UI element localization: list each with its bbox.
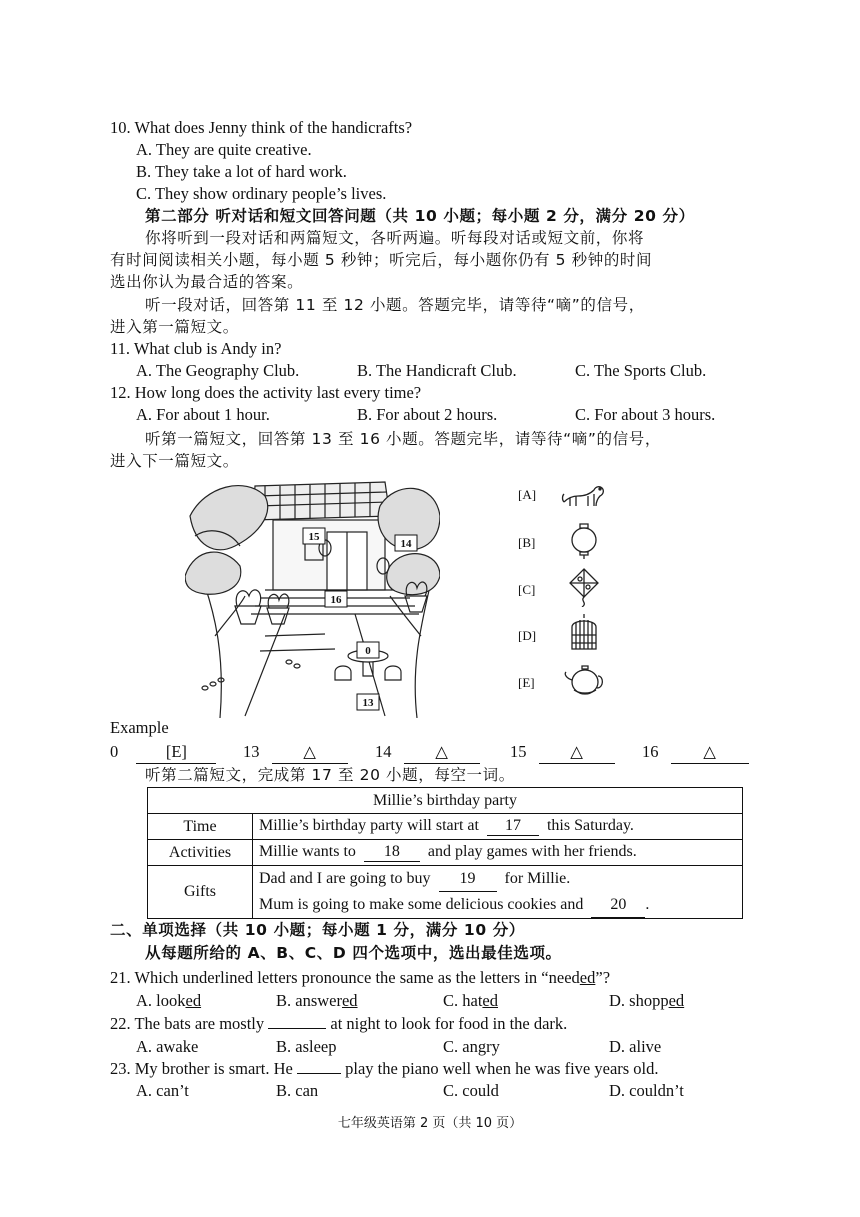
q10-stem: 10. What does Jenny think of the handicrafts? bbox=[110, 118, 413, 137]
q23-option-a: A. can’t bbox=[136, 1081, 189, 1100]
q22-stem-text: 22. The bats are mostly bbox=[110, 1014, 265, 1033]
icon-label-e: [E] bbox=[518, 675, 535, 690]
q21-option-b: B. answered bbox=[276, 991, 358, 1010]
q11-stem: 11. What club is Andy in? bbox=[110, 339, 282, 358]
table-row-activities bbox=[253, 840, 743, 866]
q23-stem-end: play the piano well when he was five years old. bbox=[345, 1059, 659, 1078]
q23-stem-text: 23. My brother is smart. He bbox=[110, 1059, 293, 1078]
table-row-gifts bbox=[253, 866, 743, 919]
answer-blank-17[interactable]: 17 bbox=[487, 817, 539, 836]
birthday-party-table bbox=[147, 787, 743, 919]
q10-option-c: C. They show ordinary people’s lives. bbox=[136, 184, 387, 203]
q22-option-b: B. asleep bbox=[276, 1037, 337, 1056]
picture-box-15: 15 bbox=[308, 531, 320, 543]
q22-stem bbox=[110, 1013, 567, 1035]
table-text: this Saturday. bbox=[546, 817, 634, 834]
answer-blank-18[interactable]: 18 bbox=[364, 843, 420, 862]
q12-stem: 12. How long does the activity last every time? bbox=[110, 383, 422, 402]
q21-stem bbox=[110, 967, 610, 989]
q21-option-a: A. looked bbox=[136, 991, 202, 1010]
answer-blank-19[interactable]: 19 bbox=[439, 866, 497, 892]
answer-blank-14[interactable]: △ bbox=[404, 741, 480, 764]
example-title: Example bbox=[110, 718, 169, 737]
table-text: for Millie. bbox=[504, 870, 571, 887]
dialog-instruction-line2: 进入第一篇短文。 bbox=[110, 318, 239, 336]
courtyard-picture bbox=[185, 476, 440, 718]
passage2-instruction: 听第二篇短文，完成第 17 至 20 小题，每空一词。 bbox=[145, 766, 515, 784]
q23-option-c: C. could bbox=[443, 1081, 499, 1100]
picture-box-0: 0 bbox=[365, 645, 371, 657]
q21-stem-underline: ed bbox=[579, 968, 596, 987]
birdcage-icon bbox=[560, 613, 608, 653]
part2-heading: 第二部分 听对话和短文回答问题（共 10 小题；每小题 2 分，满分 20 分） bbox=[145, 207, 695, 225]
part2-intro-line2: 有时间阅读相关小题，每小题 5 秒钟；听完后，每小题你仍有 5 秒钟的时间 bbox=[110, 251, 653, 269]
section2-heading: 二、单项选择（共 10 小题；每小题 1 分，满分 10 分） bbox=[110, 921, 525, 939]
example-num: 14 bbox=[375, 742, 392, 761]
q22-option-a: A. awake bbox=[136, 1037, 199, 1056]
table-text: Mum is going to make some delicious cookies and bbox=[259, 896, 584, 913]
picture-box-13: 13 bbox=[362, 697, 374, 709]
answer-blank-16[interactable]: △ bbox=[671, 741, 749, 764]
q11-option-a: A. The Geography Club. bbox=[136, 361, 300, 380]
example-num: 0 bbox=[110, 742, 119, 761]
table-text: Dad and I are going to buy bbox=[259, 870, 431, 887]
answer-blank-13[interactable]: △ bbox=[272, 741, 348, 764]
q10-option-a: A. They are quite creative. bbox=[136, 140, 312, 159]
dialog-instruction-line1: 听一段对话，回答第 11 至 12 小题。答题完毕，请等待“嘀”的信号， bbox=[145, 296, 645, 314]
example-item-14 bbox=[375, 741, 480, 764]
teapot-icon bbox=[560, 660, 608, 700]
icon-label-d: [D] bbox=[518, 628, 537, 643]
picture-box-14: 14 bbox=[400, 538, 412, 550]
example-item-15 bbox=[510, 741, 615, 764]
passage1-instruction-line2: 进入下一篇短文。 bbox=[110, 452, 239, 470]
example-item-0 bbox=[110, 741, 216, 764]
part2-intro-line1: 你将听到一段对话和两篇短文，各听两遍。听每段对话或短文前，你将 bbox=[145, 229, 645, 247]
answer-blank-20[interactable]: 20 bbox=[591, 892, 645, 918]
example-num: 13 bbox=[243, 742, 260, 761]
page-footer: 七年级英语第 2 页（共 10 页） bbox=[337, 1116, 523, 1131]
q12-option-b: B. For about 2 hours. bbox=[357, 405, 498, 424]
q22-option-c: C. angry bbox=[443, 1037, 500, 1056]
table-text: and play games with her friends. bbox=[427, 843, 637, 860]
example-num: 16 bbox=[642, 742, 659, 761]
q21-option-c: C. hated bbox=[443, 991, 498, 1010]
table-row-time bbox=[253, 814, 743, 840]
table-text: Millie wants to bbox=[259, 843, 356, 860]
example-item-13 bbox=[243, 741, 348, 764]
q11-option-b: B. The Handicraft Club. bbox=[357, 361, 517, 380]
table-label-activities: Activities bbox=[148, 840, 253, 866]
q12-option-c: C. For about 3 hours. bbox=[575, 405, 716, 424]
table-text: . bbox=[645, 896, 650, 913]
q12-option-a: A. For about 1 hour. bbox=[136, 405, 270, 424]
q22-blank[interactable] bbox=[268, 1028, 326, 1029]
q23-option-b: B. can bbox=[276, 1081, 319, 1100]
part2-intro-line3: 选出你认为最合适的答案。 bbox=[110, 273, 304, 291]
q11-option-c: C. The Sports Club. bbox=[575, 361, 707, 380]
q23-option-d: D. couldn’t bbox=[609, 1081, 684, 1100]
answer-blank-15[interactable]: △ bbox=[539, 741, 615, 764]
q21-stem-text: 21. Which underlined letters pronounce the same as the letters in “need bbox=[110, 968, 580, 987]
section2-instruction: 从每题所给的 A、B、C、D 四个选项中，选出最佳选项。 bbox=[145, 944, 562, 962]
kite-icon bbox=[560, 567, 608, 607]
example-answer: [E] bbox=[136, 741, 216, 764]
icon-label-a: [A] bbox=[518, 487, 537, 502]
q10-option-b: B. They take a lot of hard work. bbox=[136, 162, 347, 181]
q21-stem-end: ”? bbox=[595, 968, 611, 987]
q21-option-d: D. shopped bbox=[609, 991, 685, 1010]
table-label-time: Time bbox=[148, 814, 253, 840]
icon-label-b: [B] bbox=[518, 535, 536, 550]
example-item-16 bbox=[642, 741, 749, 764]
passage1-instruction-line1: 听第一篇短文，回答第 13 至 16 小题。答题完毕，请等待“嘀”的信号， bbox=[145, 430, 661, 448]
lantern-icon bbox=[560, 520, 608, 560]
example-num: 15 bbox=[510, 742, 527, 761]
icon-label-c: [C] bbox=[518, 582, 536, 597]
dog-icon bbox=[560, 474, 608, 514]
q23-stem bbox=[110, 1058, 659, 1080]
q22-option-d: D. alive bbox=[609, 1037, 662, 1056]
table-title: Millie’s birthday party bbox=[148, 788, 743, 814]
table-text: Millie’s birthday party will start at bbox=[259, 817, 479, 834]
table-label-gifts: Gifts bbox=[148, 866, 253, 919]
picture-box-16: 16 bbox=[330, 594, 342, 606]
q23-blank[interactable] bbox=[297, 1073, 341, 1074]
q22-stem-end: at night to look for food in the dark. bbox=[330, 1014, 568, 1033]
